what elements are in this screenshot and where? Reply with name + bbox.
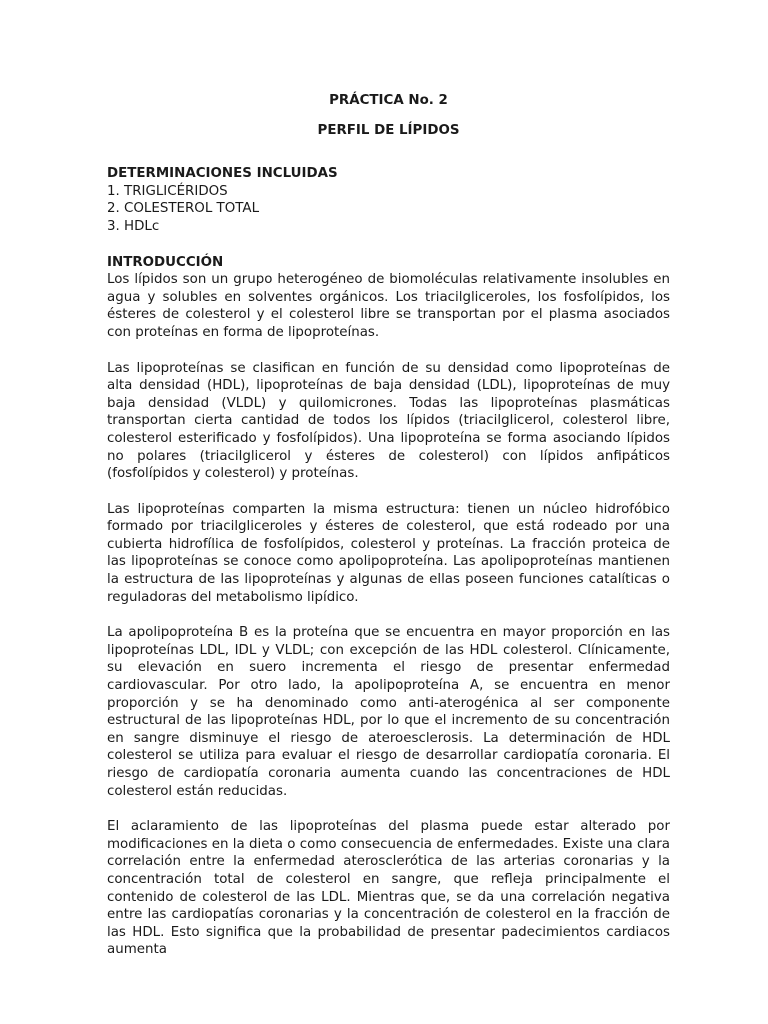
document-page (107, 92, 670, 959)
introduction-heading: INTRODUCCIÓN (107, 254, 224, 270)
introduction-section (107, 254, 670, 959)
paragraph: Las lipoproteínas comparten la misma estructura: tienen un núcleo hidrofóbico formado por triacilgliceroles y ésteres de colesterol, que está rodeado por una cubierta hidrofílica de fosfolípidos, colesterol y proteínas. La fracción proteica de las lipoproteínas se conoce como apolipoproteína. Las apolipoproteínas mantienen la estructura de las lipoproteínas y algunas de ellas poseen funciones catalíticas o reguladoras del metabolismo lipídico. (107, 501, 670, 605)
paragraph: La apolipoproteína B es la proteína que se encuentra en mayor proporción en las lipoproteínas LDL, IDL y VLDL; con excepción de las HDL colesterol. Clínicamente, su elevación en suero incrementa el riesgo de presentar enfermedad cardiovascular. Por otro lado, la apolipoproteína A, se encuentra en menor proporción y se ha denominado como anti-aterogénica al ser componente estructural de las lipoproteínas HDL, por lo que el incremento de su concentración en sangre disminuye el riesgo de ateroesclerosis. La determinación de HDL colesterol se utiliza para evaluar el riesgo de desarrollar cardiopatía coronaria. El riesgo de cardiopatía coronaria aumenta cuando las concentraciones de HDL colesterol están reducidas. (107, 625, 670, 799)
paragraph: Los lípidos son un grupo heterogéneo de biomoléculas relativamente insolubles en agua y solubles en solventes orgánicos. Los triacilgliceroles, los fosfolípidos, los ésteres de colesterol y el colesterol libre se transportan por el plasma asociados con proteínas en forma de lipoproteínas. (107, 272, 670, 340)
determinations-heading: DETERMINACIONES INCLUIDAS (107, 166, 338, 182)
paragraph: El aclaramiento de las lipoproteínas del plasma puede estar alterado por modificaciones en la dieta o como consecuencia de enfermedades. Existe una clara correlación entre la enfermedad aterosclerótica de las arterias coronarias y la concentración total de colesterol en sangre, que refleja principalmente el contenido de colesterol de las LDL. Mientras que, se da una correlación negativa entre las cardiopatías coronarias y la concentración de colesterol en la fracción de las HDL. Esto significa que la probabilidad de presentar padecimientos cardiacos aumenta (107, 819, 670, 958)
determinations-list (107, 183, 670, 236)
list-item: 1. TRIGLICÉRIDOS (107, 183, 228, 199)
page-subtitle: PERFIL DE LÍPIDOS (317, 122, 460, 138)
list-item: 3. HDLc (107, 218, 160, 234)
page-title: PRÁCTICA No. 2 (329, 93, 448, 108)
paragraph: Las lipoproteínas se clasifican en función de su densidad como lipoproteínas de alta densidad (HDL), lipoproteínas de baja densidad (LDL), lipoproteínas de muy baja densidad (VLDL) y quilomicrones. Todas las lipoproteínas plasmáticas transportan cierta cantidad de todos los lípidos (triacilglicerol, colesterol libre, colesterol esterificado y fosfolípidos). Una lipoproteína se forma asociando lípidos no polares (triacilglicerol y ésteres de colesterol) con lípidos anfipáticos (fosfolípidos y colesterol) y proteínas. (107, 360, 670, 482)
determinations-section (107, 165, 670, 235)
list-item: 2. COLESTEROL TOTAL (107, 201, 260, 217)
